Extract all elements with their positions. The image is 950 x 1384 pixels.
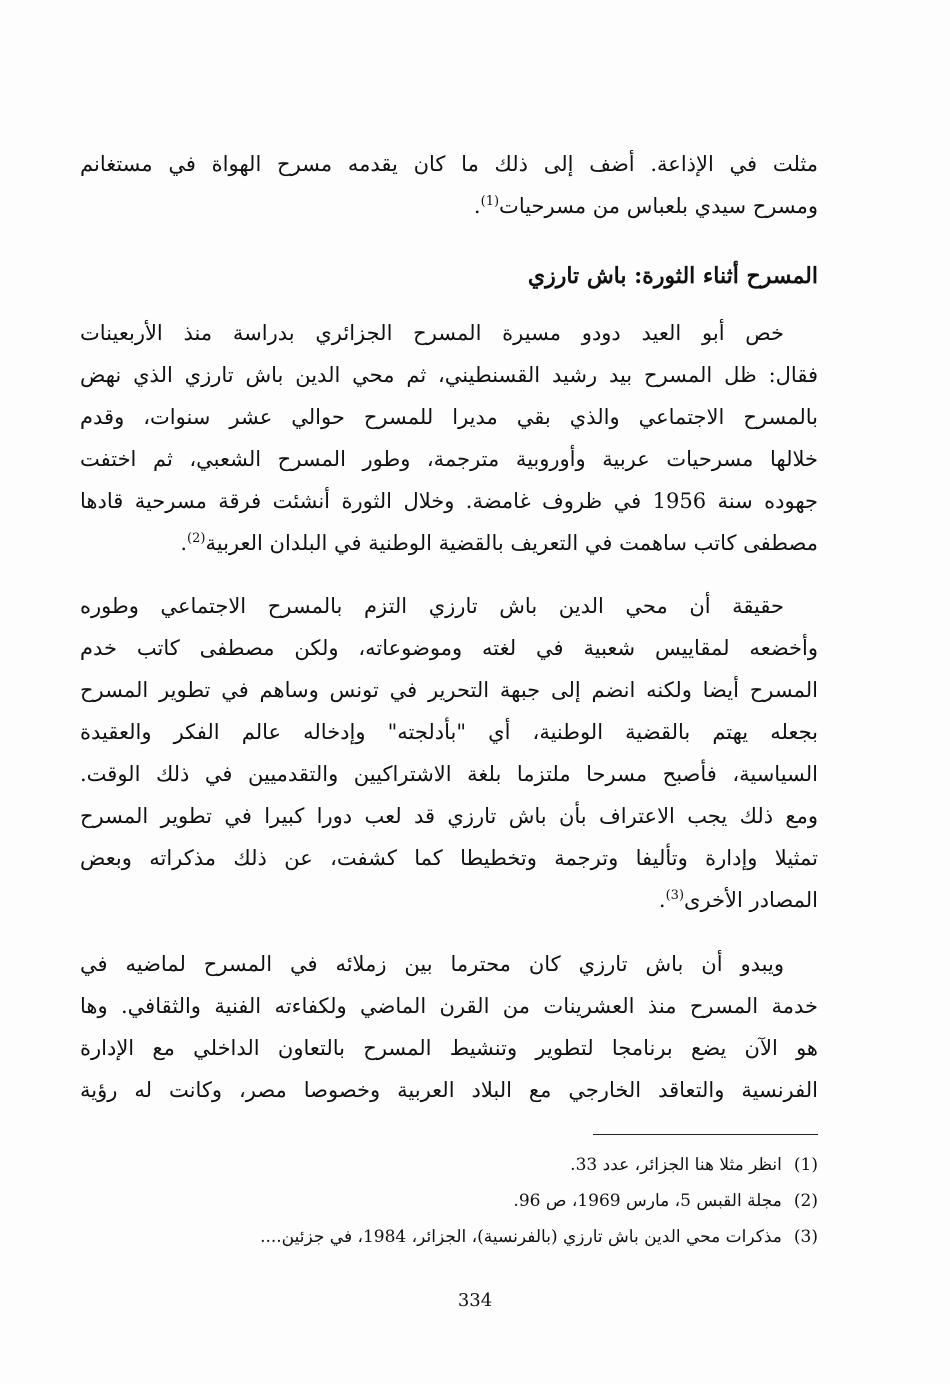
text-line: خص أبو العيد دودو مسيرة المسرح الجزائري بدراسة منذ الأربعينات (80, 321, 784, 345)
text-line: فقال: ظل المسرح بيد رشيد القسنطيني، ثم محي الدين باش تارزي الذي نهض (80, 363, 818, 387)
footnote-text: مجلة القبس 5، مارس 1969، ص 96. (513, 1191, 782, 1211)
footnote-ref: (2) (187, 531, 206, 546)
text-line: تمثيلا وإدارة وتأليفا وترجمة وتخطيطا كما كشفت، عن ذلك مذكراته وبعض (80, 846, 818, 870)
text-line: المسرح أيضا ولكنه انضم إلى جبهة التحرير في تونس وساهم في تطوير المسرح (80, 678, 818, 702)
text-line: بالمسرح الاجتماعي والذي بقي مديرا للمسرح حوالي عشر سنوات، وقدم (80, 405, 818, 429)
footnote-number: (3) (793, 1227, 818, 1247)
text-line: مصطفى كاتب ساهمت في التعريف بالقضية الوطنية في البلدان العربية$^{(2)}$. (180, 531, 818, 555)
footnote-separator (593, 1134, 818, 1135)
text-line: هو الآن يضع برنامجا لتطوير وتنشيط المسرح بالتعاون الداخلي مع الإدارة (80, 1036, 818, 1060)
text-line: مثلت في الإذاعة. أضف إلى ذلك ما كان يقدمه مسرح الهواة في مستغانم (80, 152, 818, 176)
text-line: السياسية، فأصبح مسرحا ملتزما بلغة الاشتراكيين والتقدميين في ذلك الوقت. (80, 762, 818, 786)
footnote-ref: (3) (665, 888, 685, 903)
footnote-2 (513, 1186, 818, 1216)
footnote-text: مذكرات محي الدين باش تارزي (بالفرنسية)، الجزائر، 1984، في جزئين.... (260, 1227, 782, 1247)
footnote-1 (570, 1150, 818, 1180)
page-number: 334 (457, 1290, 493, 1311)
text-line: ومسرح سيدي بلعباس من مسرحيات$^{(1)}$. (473, 194, 818, 218)
section-heading: المسرح أثناء الثورة: باش تارزي (527, 263, 818, 289)
text-line: ويبدو أن باش تارزي كان محترما بين زملائه في المسرح لماضيه في (80, 952, 784, 976)
text-line: بجعله يهتم بالقضية الوطنية، أي "بأدلجته" وإدخاله عالم الفكر والعقيدة (80, 720, 818, 744)
text-line: المصادر الأخرى$^{(3)}$. (658, 888, 818, 912)
text-line: خلالها مسرحيات عربية وأوروبية مترجمة، وطور المسرح الشعبي، ثم اختفت (80, 447, 818, 471)
text-line: وأخضعه لمقاييس شعبية في لغته وموضوعاته، ولكن مصطفى كاتب خدم (80, 636, 818, 660)
footnote-number: (2) (793, 1191, 818, 1211)
footnote-text: انظر مثلا هنا الجزائر، عدد 33. (570, 1155, 782, 1175)
text-line: ومع ذلك يجب الاعتراف بأن باش تارزي قد لعب دورا كبيرا في تطوير المسرح (80, 804, 818, 828)
footnote-number: (1) (793, 1155, 818, 1175)
text-line: جهوده سنة 1956 في ظروف غامضة. وخلال الثورة أنشئت فرقة مسرحية قادها (80, 489, 818, 513)
text-line: خدمة المسرح منذ العشرينات من القرن الماضي ولكفاءته الفنية والثقافي. وها (80, 994, 818, 1018)
text-line: حقيقة أن محي الدين باش تارزي التزم بالمسرح الاجتماعي وطوره (80, 594, 784, 618)
footnote-ref: (1) (480, 194, 500, 209)
footnote-3 (260, 1222, 818, 1252)
text-line: الفرنسية والتعاقد الخارجي مع البلاد العربية وخصوصا مصر، وكانت له رؤية (80, 1078, 818, 1102)
